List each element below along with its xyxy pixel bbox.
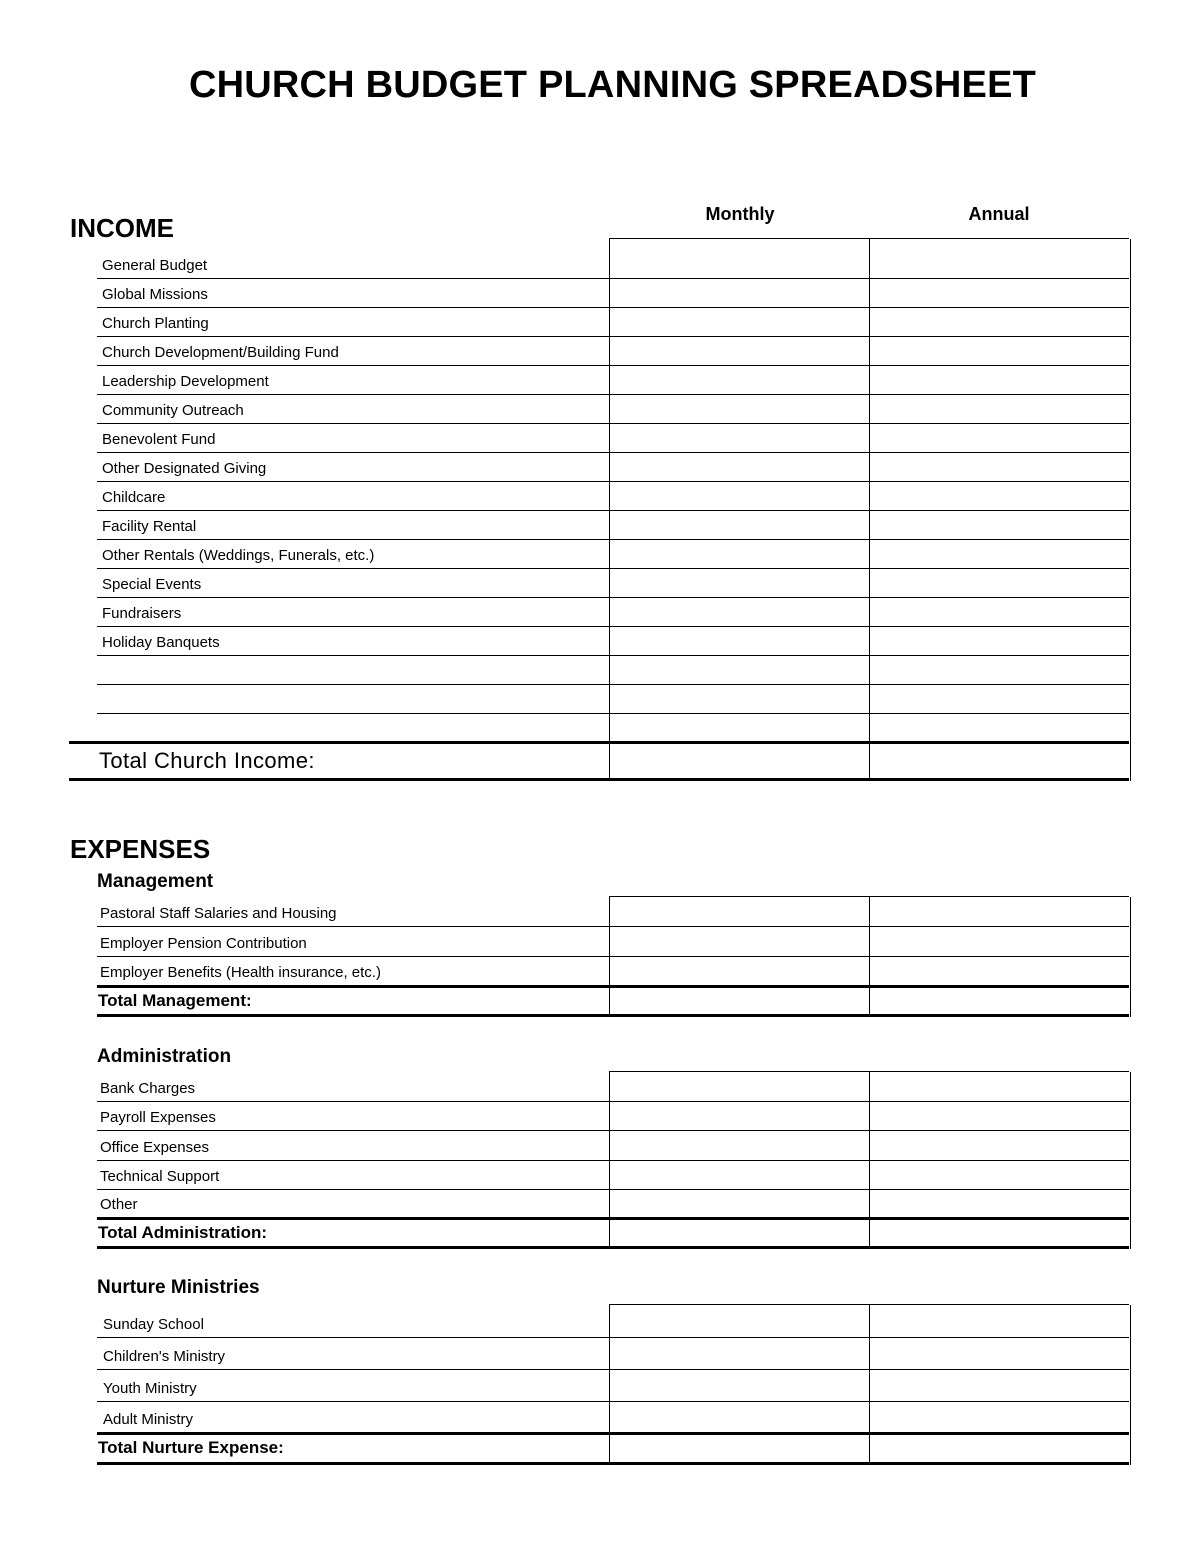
income-row: [97, 279, 1129, 308]
income-row: [97, 366, 1129, 395]
administration-row: [97, 1190, 1129, 1217]
annual-total-cell[interactable]: [869, 1432, 1131, 1465]
annual-cell[interactable]: [869, 1402, 1131, 1433]
monthly-cell[interactable]: [609, 1370, 870, 1402]
annual-cell[interactable]: [869, 598, 1131, 627]
income-total-row: [69, 741, 1129, 781]
management-row: [97, 897, 1129, 927]
income-row-label: Leadership Development: [102, 373, 269, 390]
income-table: [97, 238, 1129, 742]
annual-cell[interactable]: [869, 453, 1131, 482]
income-row: [97, 308, 1129, 337]
income-row: [97, 511, 1129, 540]
annual-cell[interactable]: [869, 1072, 1131, 1102]
income-row: [97, 569, 1129, 598]
annual-cell[interactable]: [869, 395, 1131, 424]
income-total-label: Total Church Income:: [99, 748, 315, 773]
monthly-cell[interactable]: [609, 366, 870, 395]
income-row-label: Other Rentals (Weddings, Funerals, etc.): [102, 547, 375, 564]
management-total-label: Total Management:: [98, 991, 252, 1010]
management-row: [97, 957, 1129, 985]
nurture-row-label: Sunday School: [103, 1316, 204, 1333]
monthly-cell[interactable]: [609, 308, 870, 337]
annual-cell[interactable]: [869, 957, 1131, 986]
monthly-cell[interactable]: [609, 569, 870, 598]
monthly-total-cell[interactable]: [609, 1217, 870, 1249]
monthly-cell[interactable]: [609, 424, 870, 453]
annual-cell[interactable]: [869, 685, 1131, 714]
monthly-total-cell[interactable]: [609, 1432, 870, 1465]
annual-total-cell[interactable]: [869, 741, 1131, 781]
monthly-cell[interactable]: [609, 957, 870, 986]
annual-column-header: Annual: [968, 204, 1030, 224]
annual-cell[interactable]: [869, 366, 1131, 395]
annual-cell[interactable]: [869, 1131, 1131, 1161]
administration-row: [97, 1161, 1129, 1190]
nurture-heading: Nurture Ministries: [97, 1277, 260, 1298]
administration-row-label: Payroll Expenses: [100, 1109, 216, 1126]
income-row-label: Childcare: [102, 489, 166, 506]
income-row-label: Church Development/Building Fund: [102, 344, 339, 361]
administration-table: [97, 1071, 1129, 1249]
management-row-label: Pastoral Staff Salaries and Housing: [100, 905, 337, 922]
administration-row-label: Bank Charges: [100, 1080, 196, 1097]
monthly-cell[interactable]: [609, 279, 870, 308]
monthly-cell[interactable]: [609, 1102, 870, 1131]
administration-row: [97, 1072, 1129, 1102]
annual-cell[interactable]: [869, 1190, 1131, 1218]
annual-cell[interactable]: [869, 1370, 1131, 1402]
monthly-cell[interactable]: [609, 239, 870, 279]
administration-heading: Administration: [97, 1046, 232, 1067]
income-row: [97, 598, 1129, 627]
administration-row-label: Other: [100, 1196, 138, 1213]
income-row-blank: [97, 714, 1129, 742]
income-row: [97, 337, 1129, 366]
income-row-label: Other Designated Giving: [102, 460, 267, 477]
nurture-total-row: [97, 1432, 1129, 1465]
income-row-label: Fundraisers: [102, 605, 182, 622]
annual-cell[interactable]: [869, 1338, 1131, 1370]
annual-total-cell[interactable]: [869, 985, 1131, 1017]
monthly-cell[interactable]: [609, 1338, 870, 1370]
monthly-cell[interactable]: [609, 897, 870, 927]
monthly-cell[interactable]: [609, 1190, 870, 1218]
income-row: [97, 482, 1129, 511]
administration-total-row: [97, 1217, 1129, 1249]
management-total-row: [97, 985, 1129, 1017]
monthly-cell[interactable]: [609, 1161, 870, 1190]
nurture-total-label: Total Nurture Expense:: [98, 1438, 284, 1457]
monthly-cell[interactable]: [609, 511, 870, 540]
annual-cell[interactable]: [869, 927, 1131, 957]
monthly-cell[interactable]: [609, 482, 870, 511]
monthly-cell[interactable]: [609, 1072, 870, 1102]
annual-cell[interactable]: [869, 569, 1131, 598]
annual-cell[interactable]: [869, 627, 1131, 656]
income-row-label: Benevolent Fund: [102, 431, 216, 448]
monthly-cell[interactable]: [609, 927, 870, 957]
income-row: [97, 395, 1129, 424]
administration-row-label: Technical Support: [100, 1168, 220, 1185]
monthly-cell[interactable]: [609, 1305, 870, 1338]
income-row-blank: [97, 685, 1129, 714]
income-row: [97, 540, 1129, 569]
nurture-row: [97, 1402, 1129, 1432]
monthly-cell[interactable]: [609, 714, 870, 743]
administration-row: [97, 1102, 1129, 1131]
expenses-heading: EXPENSES: [70, 834, 211, 864]
nurture-row: [97, 1338, 1129, 1370]
monthly-cell[interactable]: [609, 395, 870, 424]
income-row-label: Community Outreach: [102, 402, 244, 419]
annual-cell[interactable]: [869, 279, 1131, 308]
income-row-label: Special Events: [102, 576, 202, 593]
income-heading: INCOME: [70, 213, 174, 243]
income-row-blank: [97, 656, 1129, 685]
annual-cell[interactable]: [869, 1305, 1131, 1338]
management-row-label: Employer Pension Contribution: [100, 935, 307, 952]
income-row: [97, 239, 1129, 279]
income-row-label: Church Planting: [102, 315, 209, 332]
annual-cell[interactable]: [869, 1161, 1131, 1190]
income-row: [97, 424, 1129, 453]
administration-total-label: Total Administration:: [98, 1223, 268, 1242]
annual-cell[interactable]: [869, 656, 1131, 685]
annual-cell[interactable]: [869, 897, 1131, 927]
income-row-label: General Budget: [102, 257, 208, 274]
monthly-total-cell[interactable]: [609, 741, 870, 781]
monthly-total-cell[interactable]: [609, 985, 870, 1017]
income-row-label: Holiday Banquets: [102, 634, 220, 651]
administration-row: [97, 1131, 1129, 1161]
nurture-row-label: Adult Ministry: [103, 1411, 194, 1428]
annual-cell[interactable]: [869, 239, 1131, 279]
monthly-cell[interactable]: [609, 656, 870, 685]
nurture-table: [97, 1304, 1129, 1465]
administration-row-label: Office Expenses: [100, 1139, 209, 1156]
management-table: [97, 896, 1129, 1017]
annual-cell[interactable]: [869, 482, 1131, 511]
management-row-label: Employer Benefits (Health insurance, etc.): [100, 964, 381, 981]
annual-cell[interactable]: [869, 714, 1131, 743]
annual-cell[interactable]: [869, 511, 1131, 540]
monthly-cell[interactable]: [609, 1402, 870, 1433]
nurture-row: [97, 1370, 1129, 1402]
monthly-cell[interactable]: [609, 337, 870, 366]
annual-total-cell[interactable]: [869, 1217, 1131, 1249]
monthly-cell[interactable]: [609, 453, 870, 482]
annual-cell[interactable]: [869, 1102, 1131, 1131]
page-title: CHURCH BUDGET PLANNING SPREADSHEET: [188, 64, 1037, 106]
monthly-cell[interactable]: [609, 685, 870, 714]
monthly-cell[interactable]: [609, 627, 870, 656]
annual-cell[interactable]: [869, 337, 1131, 366]
income-row: [97, 453, 1129, 482]
management-heading: Management: [97, 871, 214, 892]
annual-cell[interactable]: [869, 308, 1131, 337]
income-row: [97, 627, 1129, 656]
monthly-column-header: Monthly: [705, 204, 775, 224]
nurture-row-label: Children's Ministry: [103, 1348, 226, 1365]
annual-cell[interactable]: [869, 540, 1131, 569]
monthly-cell[interactable]: [609, 1131, 870, 1161]
income-row-label: Global Missions: [102, 286, 208, 303]
income-row-label: Facility Rental: [102, 518, 197, 535]
monthly-cell[interactable]: [609, 598, 870, 627]
nurture-row-label: Youth Ministry: [103, 1380, 197, 1397]
nurture-row: [97, 1305, 1129, 1338]
management-row: [97, 927, 1129, 957]
annual-cell[interactable]: [869, 424, 1131, 453]
monthly-cell[interactable]: [609, 540, 870, 569]
